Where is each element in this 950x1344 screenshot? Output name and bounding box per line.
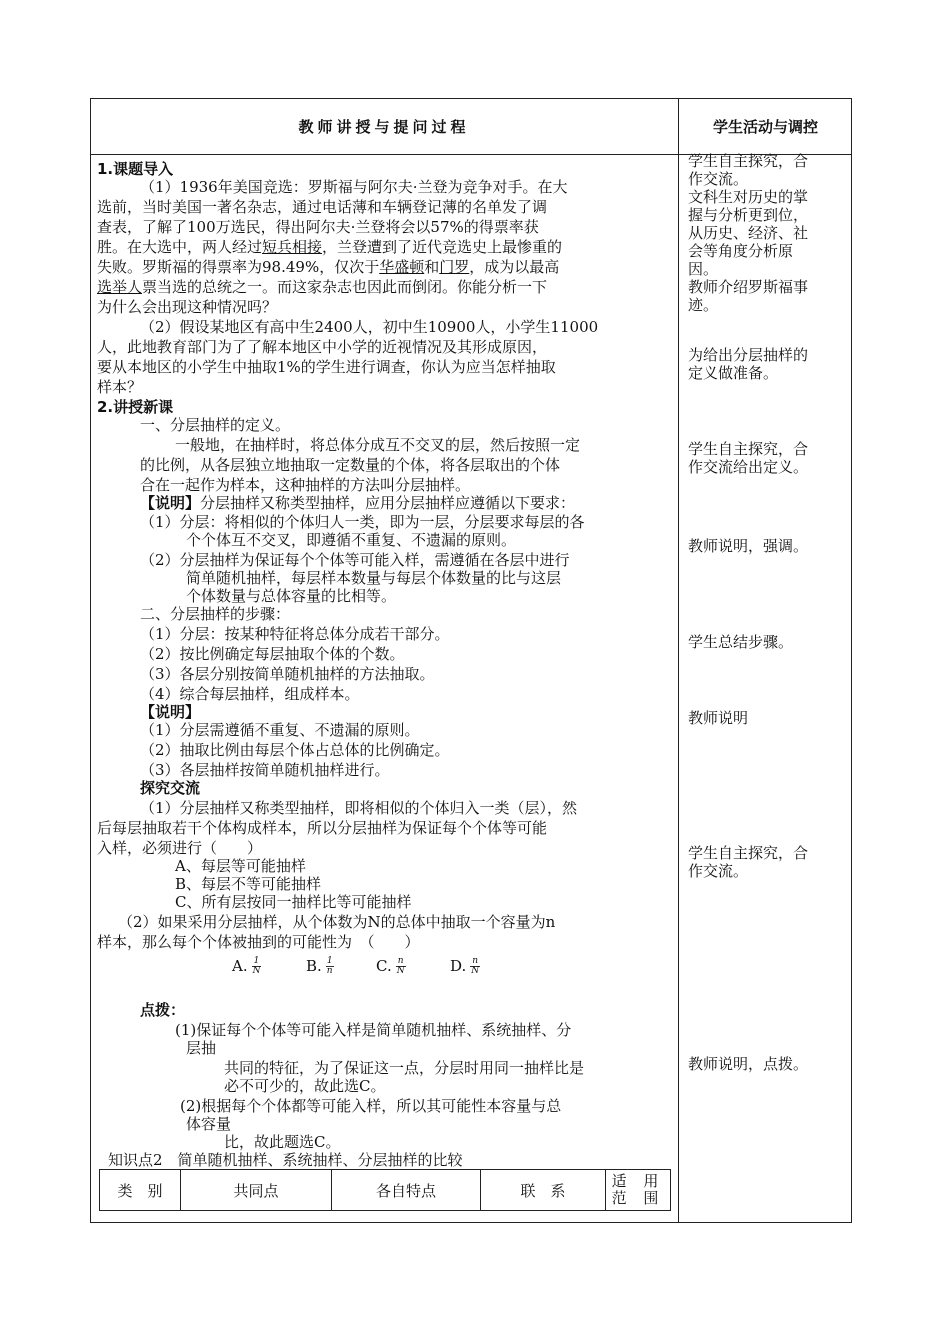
note2-title: 【说明】: [140, 703, 201, 721]
note1-item1-line1: （1）分层：将相似的个体归人一类，即为一层，分层要求每层的各: [140, 513, 585, 531]
q1-line2: 后每层抽取若干个体构成样本，所以分层抽样为保证每个个体等可能: [97, 819, 548, 837]
tip2-line2: 体容量: [186, 1115, 232, 1133]
table-header-relation: 联 系: [481, 1170, 606, 1211]
q2-option-c: C. $\frac{n}{N}$: [376, 955, 405, 976]
para1-line1: （1）1936年美国竞选：罗斯福与阿尔夫·兰登为竞争对手。在大: [140, 178, 568, 196]
para2-line1: （2）假设某地区有高中生2400人，初中生10900人，小学生11000: [140, 318, 599, 336]
tip2-line3: 比，故此题选C。: [224, 1133, 341, 1151]
tip2-line1: (2)根据每个个体都等可能入样，所以其可能性本容量与总: [180, 1097, 562, 1115]
q2-line2: 样本，那么每个个体被抽到的可能性为 （ ）: [97, 933, 420, 951]
link-washington: 华盛顿: [379, 258, 425, 276]
section-2-title: 2.讲授新课: [97, 398, 174, 416]
tip1-line1: (1)保证每个个体等可能入样是简单随机抽样、系统抽样、分: [175, 1021, 572, 1039]
link-duanbing: 短兵相接: [262, 238, 323, 256]
q1-line1: （1）分层抽样又称类型抽样，即将相似的个体归入一类（层），然: [140, 799, 578, 817]
header-teacher-process: 教师讲授与提问过程: [298, 117, 470, 136]
para1-line3: 查表，了解了100万选民，得出阿尔夫·兰登将会以57%的得票率获: [97, 218, 539, 236]
para1-line4: 胜。在大选中，两人经过短兵相接，兰登遭到了近代竞选史上最惨重的: [97, 238, 563, 256]
fraction-c: $\frac{n}{N}$: [396, 955, 405, 976]
fraction-b: $\frac{1}{n}$: [326, 955, 333, 976]
para2-line3: 要从本地区的小学生中抽取1%的学生进行调查，你认为应当怎样抽取: [97, 358, 556, 376]
step-1: （1）分层：按某种特征将总体分成若干部分。: [140, 625, 450, 643]
column-divider: [678, 98, 679, 1223]
definition-title: 一、分层抽样的定义。: [140, 416, 291, 434]
fraction-d: $\frac{n}{N}$: [471, 955, 480, 976]
side-note-3: 学生自主探究，合 作交流给出定义。: [688, 440, 809, 476]
para2-line2: 人，此地教育部门为了了解本地区中小学的近视情况及其形成原因，: [97, 338, 548, 356]
para1-line7: 为什么会出现这种情况吗？: [97, 298, 278, 316]
side-note-5: 学生总结步骤。: [688, 633, 794, 651]
tip1-line4: 必不可少的，故此选C。: [224, 1077, 386, 1095]
side-note-8: 教师说明，点拨。: [688, 1055, 809, 1073]
note1-intro: 【说明】分层抽样又称类型抽样，应用分层抽样应遵循以下要求：: [140, 494, 576, 512]
q2-line1: （2）如果采用分层抽样，从个体数为N的总体中抽取一个容量为n: [118, 913, 556, 931]
step-2: （2）按比例确定每层抽取个体的个数。: [140, 645, 405, 663]
section-1-title: 1.课题导入: [97, 160, 174, 178]
para2-line4: 样本？: [97, 378, 143, 396]
para1-line2: 选前，当时美国一著名杂志，通过电话薄和车辆登记薄的名单发了调: [97, 198, 548, 216]
note1-item2-line1: （2）分层抽样为保证每个个体等可能入样，需遵循在各层中进行: [140, 551, 570, 569]
q1-line3: 入样，必须进行（ ）: [97, 839, 263, 857]
table-header-features: 各自特点: [332, 1170, 481, 1211]
steps-title: 二、分层抽样的步骤：: [140, 605, 291, 623]
link-electors: 选举人: [97, 278, 143, 296]
link-monroe: 门罗: [439, 258, 470, 276]
header-student-activity: 学生活动与调控: [712, 117, 818, 136]
q1-option-c: C、所有层按同一抽样比等可能抽样: [175, 893, 412, 911]
q1-option-b: B、每层不等可能抽样: [175, 875, 322, 893]
table-row: [100, 1170, 671, 1211]
para1-line6: 选举人票当选的总统之一。而这家杂志也因此而倒闭。你能分析一下: [97, 278, 548, 296]
side-note-1: 学生自主探究，合 作交流。 文科生对历史的掌 握与分析更到位， 从历史、经济、社 会等角度分析原 因。 教师介绍罗斯福事 迹。: [688, 152, 809, 314]
table-header-scope: 适 用 范 围: [606, 1170, 671, 1211]
side-note-7: 学生自主探究，合 作交流。: [688, 844, 809, 880]
table-header-category: 类 别: [100, 1170, 181, 1211]
fraction-a: $\frac{1}{N}$: [252, 955, 261, 976]
explore-title: 探究交流: [140, 779, 201, 797]
tip1-line3: 共同的特征，为了保证这一点，分层时用同一抽样比是: [224, 1059, 585, 1077]
note2-item1: （1）分层需遵循不重复、不遗漏的原则。: [140, 721, 420, 739]
q2-option-a: A. $\frac{1}{N}$: [232, 955, 261, 976]
definition-line3: 合在一起作为样本，这种抽样的方法叫分层抽样。: [140, 476, 471, 494]
side-note-4: 教师说明，强调。: [688, 537, 809, 555]
para1-line5: 失败。罗斯福的得票率为98.49%，仅次于华盛顿和门罗，成为以最高: [97, 258, 560, 276]
note2-item2: （2）抽取比例由每层个体占总体的比例确定。: [140, 741, 450, 759]
note1-item2-line3: 个体数量与总体容量的比相等。: [186, 587, 397, 605]
note1-item2-line2: 简单随机抽样，每层样本数量与每层个体数量的比与这层: [186, 569, 562, 587]
q2-option-b: B. $\frac{1}{n}$: [306, 955, 333, 976]
tip-title: 点拨：: [140, 1001, 186, 1019]
note1-item1-line2: 个个体互不交叉，即遵循不重复、不遗漏的原则。: [186, 531, 517, 549]
comparison-table: [99, 1169, 671, 1211]
side-note-6: 教师说明: [688, 709, 749, 727]
note2-item3: （3）各层抽样按简单随机抽样进行。: [140, 761, 390, 779]
definition-line2: 的比例，从各层独立地抽取一定数量的个体，将各层取出的个体: [140, 456, 561, 474]
q1-option-a: A、每层等可能抽样: [175, 857, 306, 875]
step-4: （4）综合每层抽样，组成样本。: [140, 685, 360, 703]
knowledge-point-2: 知识点2 简单随机抽样、系统抽样、分层抽样的比较: [108, 1151, 463, 1169]
definition-line1: 一般地，在抽样时，将总体分成互不交叉的层，然后按照一定: [175, 436, 581, 454]
tip1-line2: 层抽: [186, 1039, 217, 1057]
table-header-common: 共同点: [181, 1170, 332, 1211]
q2-option-d: D. $\frac{n}{N}$: [450, 955, 480, 976]
side-note-2: 为给出分层抽样的 定义做准备。: [688, 346, 809, 382]
step-3: （3）各层分别按简单随机抽样的方法抽取。: [140, 665, 435, 683]
